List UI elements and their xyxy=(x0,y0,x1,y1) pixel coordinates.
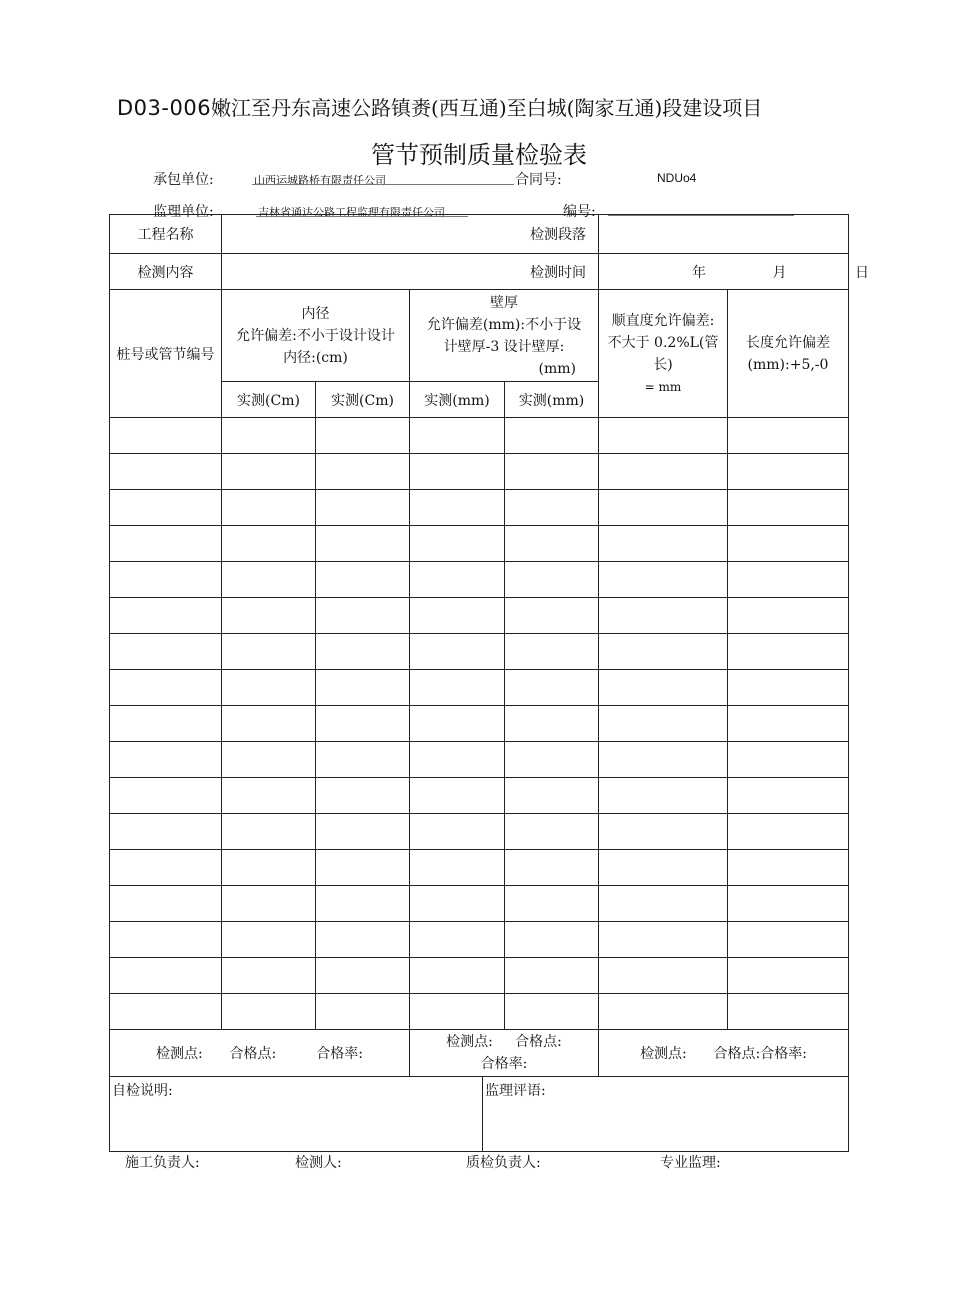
sub-wall-1: 实测(mm) xyxy=(410,382,505,418)
table-cell[interactable] xyxy=(505,598,599,634)
self-check-area[interactable] xyxy=(110,1077,483,1152)
table-row xyxy=(110,526,849,562)
table-cell[interactable] xyxy=(728,670,849,706)
table-cell[interactable] xyxy=(599,634,728,670)
table-cell[interactable] xyxy=(728,454,849,490)
table-cell[interactable] xyxy=(222,490,316,526)
document-heading xyxy=(117,92,762,121)
table-cell[interactable] xyxy=(110,562,222,598)
time-label: 检测时间 xyxy=(222,254,599,290)
table-cell[interactable] xyxy=(728,562,849,598)
project-row xyxy=(110,215,849,254)
table-cell[interactable] xyxy=(599,562,728,598)
table-cell[interactable] xyxy=(505,778,599,814)
remarks-cell xyxy=(110,1077,849,1152)
table-cell[interactable] xyxy=(316,958,410,994)
table-cell[interactable] xyxy=(222,418,316,454)
summary-mid-line-2: 合格率: xyxy=(480,1056,528,1072)
table-cell[interactable] xyxy=(410,526,505,562)
length-line-1: 长度允许偏差 xyxy=(746,334,830,351)
table-cell[interactable] xyxy=(728,490,849,526)
qc-lead-label: 质检负责人: xyxy=(466,1155,541,1171)
table-cell[interactable] xyxy=(222,598,316,634)
table-cell[interactable] xyxy=(110,598,222,634)
date-year: 年 xyxy=(692,264,707,281)
table-cell[interactable] xyxy=(110,922,222,958)
table-cell[interactable] xyxy=(599,742,728,778)
contractor-value: 山西运城路桥有限责任公司 xyxy=(254,174,386,187)
document-code: D03-006 xyxy=(117,96,212,120)
inner-title: 内径 xyxy=(301,305,330,322)
table-cell[interactable] xyxy=(505,994,599,1030)
table-row xyxy=(110,922,849,958)
table-row xyxy=(110,454,849,490)
table-cell[interactable] xyxy=(505,814,599,850)
table-cell[interactable] xyxy=(410,886,505,922)
table-row xyxy=(110,634,849,670)
table-cell[interactable] xyxy=(505,454,599,490)
table-row xyxy=(110,418,849,454)
straight-line-2: 不大于 0.2%L(管 xyxy=(607,335,719,351)
table-row xyxy=(110,670,849,706)
inner-unit: 内径:(cm) xyxy=(283,349,348,366)
table-cell[interactable] xyxy=(599,526,728,562)
length-line-2: (mm):+5,-0 xyxy=(747,356,829,373)
table-cell[interactable] xyxy=(599,490,728,526)
table-row xyxy=(110,598,849,634)
table-row xyxy=(110,778,849,814)
remarks-row xyxy=(110,1077,849,1152)
table-cell[interactable] xyxy=(728,850,849,886)
table-cell[interactable] xyxy=(728,742,849,778)
wall-thickness-header xyxy=(410,290,599,382)
inspection-table xyxy=(109,214,869,1152)
table-cell[interactable] xyxy=(222,886,316,922)
table-cell[interactable] xyxy=(316,634,410,670)
table-row xyxy=(110,886,849,922)
summary-mid-line-1: 检测点: 合格点: xyxy=(446,1034,562,1050)
content-label: 检测内容 xyxy=(110,254,222,290)
table-cell[interactable] xyxy=(222,742,316,778)
summary-left xyxy=(110,1030,410,1077)
section-label: 检测段落 xyxy=(222,215,599,254)
table-cell[interactable] xyxy=(410,994,505,1030)
table-cell[interactable] xyxy=(110,886,222,922)
straight-line-3: 长) xyxy=(653,357,673,373)
table-cell[interactable] xyxy=(505,922,599,958)
table-cell[interactable] xyxy=(599,922,728,958)
table-cell[interactable] xyxy=(410,634,505,670)
table-cell[interactable] xyxy=(599,454,728,490)
table-cell[interactable] xyxy=(505,670,599,706)
table-cell[interactable] xyxy=(316,670,410,706)
wall-unit: (mm) xyxy=(538,360,576,377)
table-cell[interactable] xyxy=(316,922,410,958)
supervision-label: 监理评语: xyxy=(485,1083,546,1099)
table-cell[interactable] xyxy=(505,706,599,742)
table-cell[interactable] xyxy=(728,634,849,670)
table-cell[interactable] xyxy=(410,598,505,634)
table-cell[interactable] xyxy=(505,562,599,598)
supervision-area[interactable] xyxy=(483,1077,848,1158)
table-cell[interactable] xyxy=(316,886,410,922)
contract-no-value: NDUo4 xyxy=(657,171,697,185)
table-cell[interactable] xyxy=(222,850,316,886)
table-cell[interactable] xyxy=(110,778,222,814)
table-cell[interactable] xyxy=(316,454,410,490)
summary-row xyxy=(110,1030,849,1077)
table-cell[interactable] xyxy=(110,958,222,994)
spec-header-row xyxy=(110,290,849,382)
table-cell[interactable] xyxy=(505,958,599,994)
table-cell[interactable] xyxy=(110,526,222,562)
table-cell[interactable] xyxy=(222,922,316,958)
wall-title: 壁厚 xyxy=(490,294,518,311)
table-cell[interactable] xyxy=(728,886,849,922)
table-cell[interactable] xyxy=(728,418,849,454)
table-cell[interactable] xyxy=(110,994,222,1030)
contractor-underline xyxy=(252,184,514,185)
table-cell[interactable] xyxy=(222,634,316,670)
table-cell[interactable] xyxy=(222,994,316,1030)
table-cell[interactable] xyxy=(110,670,222,706)
table-cell[interactable] xyxy=(222,958,316,994)
table-cell[interactable] xyxy=(410,814,505,850)
table-cell[interactable] xyxy=(505,526,599,562)
table-cell[interactable] xyxy=(410,418,505,454)
contract-no-label: 合同号: xyxy=(515,172,562,188)
table-cell[interactable] xyxy=(110,454,222,490)
pile-label: 桩号或管节编号 xyxy=(110,290,222,418)
table-cell[interactable] xyxy=(316,778,410,814)
wall-tolerance: 允许偏差(mm):不小于设 xyxy=(426,316,582,333)
contractor-label: 承包单位: xyxy=(153,172,214,188)
table-cell[interactable] xyxy=(110,850,222,886)
table-cell[interactable] xyxy=(728,814,849,850)
table-cell[interactable] xyxy=(728,994,849,1030)
table-row xyxy=(110,742,849,778)
self-check-label: 自检说明: xyxy=(112,1083,173,1099)
table-cell[interactable] xyxy=(410,742,505,778)
data-rows xyxy=(110,418,849,1030)
table-cell[interactable] xyxy=(110,634,222,670)
table-cell[interactable] xyxy=(316,562,410,598)
table-cell[interactable] xyxy=(599,850,728,886)
table-cell[interactable] xyxy=(728,706,849,742)
supervisor-label: 监理单位: xyxy=(153,204,214,220)
table-cell[interactable] xyxy=(110,418,222,454)
straight-line-4: = mm xyxy=(644,380,682,394)
inner-diameter-header xyxy=(222,290,410,382)
table-cell[interactable] xyxy=(505,634,599,670)
table-cell[interactable] xyxy=(505,418,599,454)
table-cell[interactable] xyxy=(316,742,410,778)
summary-mid xyxy=(410,1030,599,1077)
table-cell[interactable] xyxy=(316,418,410,454)
table-cell[interactable] xyxy=(599,670,728,706)
inspector-label: 检测人: xyxy=(295,1155,342,1171)
table-cell[interactable] xyxy=(599,598,728,634)
table-cell[interactable] xyxy=(222,454,316,490)
table-cell[interactable] xyxy=(599,994,728,1030)
table-cell[interactable] xyxy=(110,490,222,526)
table-cell[interactable] xyxy=(316,850,410,886)
table-cell[interactable] xyxy=(222,562,316,598)
table-cell[interactable] xyxy=(316,994,410,1030)
table-cell[interactable] xyxy=(410,706,505,742)
table-cell[interactable] xyxy=(599,886,728,922)
table-cell[interactable] xyxy=(599,418,728,454)
sub-inner-2: 实测(Cm) xyxy=(316,382,410,418)
table-cell[interactable] xyxy=(505,742,599,778)
supervisor-signature-label: 专业监理: xyxy=(660,1155,721,1171)
date-day: 日 xyxy=(854,264,869,281)
supervisor-value: 吉林省通达公路工程监理有限责任公司 xyxy=(258,206,445,219)
table-cell[interactable] xyxy=(599,778,728,814)
table-cell[interactable] xyxy=(110,814,222,850)
table-cell[interactable] xyxy=(410,670,505,706)
date-cell[interactable] xyxy=(599,254,869,290)
table-cell[interactable] xyxy=(728,598,849,634)
table-row xyxy=(110,706,849,742)
table-cell[interactable] xyxy=(410,922,505,958)
form-title: 管节预制质量检验表 xyxy=(371,141,587,169)
summary-right xyxy=(599,1030,849,1077)
length-header xyxy=(728,290,849,418)
table-cell[interactable] xyxy=(505,886,599,922)
table-cell[interactable] xyxy=(599,958,728,994)
summary-right-text: 检测点: 合格点:合格率: xyxy=(640,1046,807,1062)
wall-design: 计壁厚-3 设计壁厚: xyxy=(443,338,565,355)
project-name: 嫩江至丹东高速公路镇赉(西互通)至白城(陶家互通)段建设项目 xyxy=(211,96,763,120)
summary-left-text: 检测点: 合格点: 合格率: xyxy=(156,1046,363,1062)
inner-tolerance: 允许偏差:不小于设计设计 xyxy=(236,327,395,344)
project-name-label: 工程名称 xyxy=(110,215,222,254)
table-cell[interactable] xyxy=(599,814,728,850)
table-cell[interactable] xyxy=(110,742,222,778)
table-cell[interactable] xyxy=(316,706,410,742)
table-cell[interactable] xyxy=(505,490,599,526)
construction-lead-label: 施工负责人: xyxy=(125,1155,200,1171)
table-cell[interactable] xyxy=(728,526,849,562)
table-row xyxy=(110,562,849,598)
sub-inner-1: 实测(Cm) xyxy=(222,382,316,418)
table-cell[interactable] xyxy=(728,922,849,958)
table-cell[interactable] xyxy=(410,850,505,886)
table-cell[interactable] xyxy=(222,526,316,562)
table-cell[interactable] xyxy=(316,490,410,526)
table-row xyxy=(110,994,849,1030)
straight-line-1: 顺直度允许偏差: xyxy=(611,313,715,329)
table-row xyxy=(110,490,849,526)
section-value-cell[interactable] xyxy=(599,215,849,254)
table-cell[interactable] xyxy=(222,670,316,706)
table-cell[interactable] xyxy=(316,526,410,562)
table-cell[interactable] xyxy=(410,958,505,994)
table-row xyxy=(110,958,849,994)
table-cell[interactable] xyxy=(410,778,505,814)
date-month: 月 xyxy=(772,264,787,281)
table-cell[interactable] xyxy=(728,778,849,814)
table-cell[interactable] xyxy=(316,814,410,850)
serial-label: 编号: xyxy=(563,204,596,220)
table-cell[interactable] xyxy=(222,814,316,850)
table-cell[interactable] xyxy=(410,562,505,598)
table-cell[interactable] xyxy=(599,706,728,742)
table-cell[interactable] xyxy=(316,598,410,634)
table-cell[interactable] xyxy=(505,850,599,886)
table-cell[interactable] xyxy=(110,706,222,742)
table-row xyxy=(110,814,849,850)
content-row xyxy=(110,254,849,290)
table-cell[interactable] xyxy=(410,490,505,526)
straightness-header xyxy=(599,290,728,418)
sub-wall-2: 实测(mm) xyxy=(505,382,599,418)
table-cell[interactable] xyxy=(410,454,505,490)
table-cell[interactable] xyxy=(222,778,316,814)
table-cell[interactable] xyxy=(222,706,316,742)
table-row xyxy=(110,850,849,886)
table-cell[interactable] xyxy=(728,958,849,994)
